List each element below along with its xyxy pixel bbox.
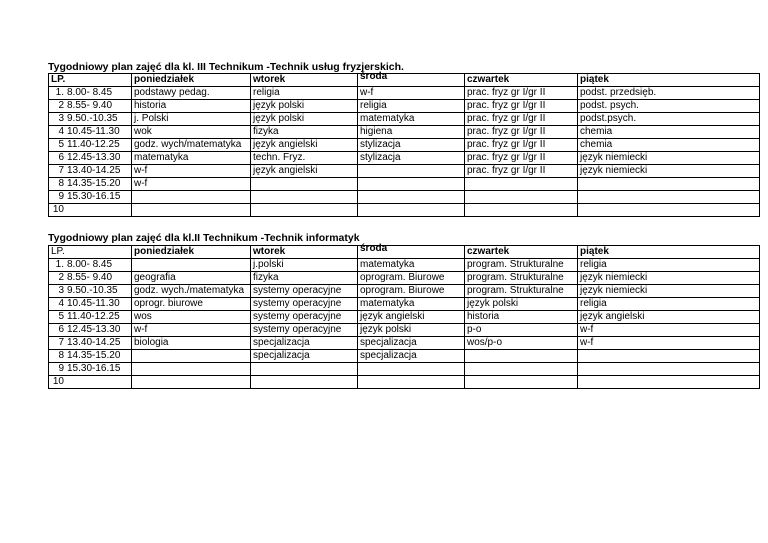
- subject-cell-thu: prac. fryz gr I/gr II: [465, 100, 578, 113]
- subject-cell-mon: [132, 259, 251, 272]
- lesson-number: 10: [52, 376, 64, 387]
- subject-cell-thu: wos/p-o: [465, 337, 578, 350]
- header-label: LP.: [51, 246, 65, 257]
- subject-cell-fri: religia: [578, 298, 760, 311]
- subject-cell-tue: język polski: [251, 100, 358, 113]
- table-row: [49, 311, 760, 324]
- table-row: [49, 259, 760, 272]
- lesson-time-cell: [49, 191, 132, 204]
- lesson-time-cell: [49, 165, 132, 178]
- subject-cell-thu: [465, 191, 578, 204]
- subject-cell-mon: oprogr. biurowe: [132, 298, 251, 311]
- subject-cell-tue: [251, 191, 358, 204]
- lesson-time: 11.40-12.25: [67, 311, 120, 322]
- lesson-number: 2: [58, 272, 64, 283]
- lesson-time: [64, 204, 67, 215]
- header-label: wtorek: [253, 74, 286, 85]
- lesson-time-cell: [49, 87, 132, 100]
- lesson-time: [64, 376, 67, 387]
- subject-cell-wed: matematyka: [358, 259, 465, 272]
- lesson-time-cell: [49, 272, 132, 285]
- subject-cell-thu: język polski: [465, 298, 578, 311]
- subject-cell-wed: oprogram. Biurowe: [358, 285, 465, 298]
- lesson-number: 5: [58, 311, 64, 322]
- lesson-number: 3: [58, 285, 64, 296]
- subject-cell-mon: j. Polski: [132, 113, 251, 126]
- subject-cell-mon: [132, 191, 251, 204]
- subject-cell-thu: prac. fryz gr I/gr II: [465, 126, 578, 139]
- lesson-number: 10: [52, 204, 64, 215]
- subject-cell-wed: [358, 178, 465, 191]
- lesson-time: 12.45-13.30: [67, 152, 121, 163]
- subject-cell-wed: [358, 165, 465, 178]
- subject-cell-mon: [132, 204, 251, 217]
- lesson-time: 10.45-11.30: [67, 126, 120, 137]
- subject-cell-fri: w-f: [578, 337, 760, 350]
- subject-cell-mon: wok: [132, 126, 251, 139]
- subject-cell-fri: [578, 204, 760, 217]
- subject-cell-thu: prac. fryz gr I/gr II: [465, 113, 578, 126]
- lesson-number: 9: [58, 191, 64, 202]
- subject-cell-tue: język angielski: [251, 165, 358, 178]
- lesson-number: 2: [58, 100, 64, 111]
- subject-cell-fri: język niemiecki: [578, 165, 760, 178]
- subject-cell-mon: geografia: [132, 272, 251, 285]
- lesson-number: 5: [58, 139, 64, 150]
- subject-cell-tue: systemy operacyjne: [251, 311, 358, 324]
- header-lp: [49, 246, 132, 259]
- table-row: [49, 113, 760, 126]
- lesson-number: 3: [58, 113, 64, 124]
- header-row: [49, 246, 760, 259]
- subject-cell-thu: [465, 204, 578, 217]
- lesson-number: 6: [58, 152, 64, 163]
- table-row: [49, 350, 760, 363]
- subject-cell-fri: podst. psych.: [578, 100, 760, 113]
- header-label: LP.: [51, 74, 66, 85]
- subject-cell-tue: religia: [251, 87, 358, 100]
- subject-cell-fri: [578, 363, 760, 376]
- subject-cell-thu: prac. fryz gr I/gr II: [465, 152, 578, 165]
- subject-cell-wed: [358, 376, 465, 389]
- subject-cell-fri: podst. przedsięb.: [578, 87, 760, 100]
- lesson-time-cell: [49, 113, 132, 126]
- lesson-time: 15.30-16.15: [67, 191, 121, 202]
- lesson-number: 6: [58, 324, 64, 335]
- lesson-time: 8.55- 9.40: [67, 100, 113, 111]
- subject-cell-wed: matematyka: [358, 298, 465, 311]
- lesson-number: 8: [58, 350, 64, 361]
- subject-cell-tue: fizyka: [251, 126, 358, 139]
- lesson-time-cell: [49, 350, 132, 363]
- subject-cell-fri: [578, 350, 760, 363]
- subject-cell-fri: chemia: [578, 126, 760, 139]
- header-thursday: [465, 74, 578, 87]
- subject-cell-fri: podst.psych.: [578, 113, 760, 126]
- subject-cell-tue: systemy operacyjne: [251, 324, 358, 337]
- header-label: piątek: [580, 246, 609, 257]
- lesson-time: 15.30-16.15: [67, 363, 121, 374]
- subject-cell-fri: język angielski: [578, 311, 760, 324]
- subject-cell-thu: historia: [465, 311, 578, 324]
- table-row: [49, 126, 760, 139]
- subject-cell-mon: w-f: [132, 165, 251, 178]
- header-monday: [132, 246, 251, 259]
- subject-cell-wed: [358, 204, 465, 217]
- schedule-1-table: [48, 73, 760, 217]
- table-row: [49, 87, 760, 100]
- table-row: [49, 376, 760, 389]
- subject-cell-mon: [132, 363, 251, 376]
- subject-cell-wed: język polski: [358, 324, 465, 337]
- lesson-time-cell: [49, 324, 132, 337]
- subject-cell-thu: p-o: [465, 324, 578, 337]
- table-row: [49, 285, 760, 298]
- lesson-time-cell: [49, 285, 132, 298]
- schedule-2-table: [48, 245, 760, 389]
- subject-cell-fri: chemia: [578, 139, 760, 152]
- subject-cell-wed: higiena: [358, 126, 465, 139]
- subject-cell-fri: [578, 178, 760, 191]
- lesson-time-cell: [49, 178, 132, 191]
- table-row: [49, 204, 760, 217]
- header-tuesday: [251, 246, 358, 259]
- table-row: [49, 191, 760, 204]
- table-row: [49, 272, 760, 285]
- lesson-number: 7: [58, 337, 64, 348]
- subject-cell-tue: systemy operacyjne: [251, 285, 358, 298]
- schedule-1-title: Tygodniowy plan zajęć dla kl. III Technikum -Technik usług fryzjerskich.: [48, 61, 404, 73]
- subject-cell-wed: [358, 363, 465, 376]
- table-row: [49, 324, 760, 337]
- subject-cell-mon: matematyka: [132, 152, 251, 165]
- subject-cell-tue: techn. Fryz.: [251, 152, 358, 165]
- subject-cell-tue: [251, 363, 358, 376]
- lesson-time-cell: [49, 152, 132, 165]
- subject-cell-mon: wos: [132, 311, 251, 324]
- header-label: poniedziałek: [134, 246, 195, 257]
- lesson-time: 8.55- 9.40: [67, 272, 113, 283]
- lesson-time-cell: [49, 337, 132, 350]
- subject-cell-mon: godz. wych/matematyka: [132, 139, 251, 152]
- subject-cell-tue: język polski: [251, 113, 358, 126]
- subject-cell-thu: program. Strukturalne: [465, 259, 578, 272]
- lesson-time-cell: [49, 298, 132, 311]
- lesson-time: 11.40-12.25: [67, 139, 120, 150]
- header-label: wtorek: [253, 246, 286, 257]
- table-row: [49, 298, 760, 311]
- subject-cell-tue: [251, 204, 358, 217]
- subject-cell-fri: [578, 376, 760, 389]
- header-friday: [578, 246, 760, 259]
- lesson-time-cell: [49, 376, 132, 389]
- subject-cell-fri: [578, 191, 760, 204]
- lesson-number: 1.: [55, 87, 64, 98]
- subject-cell-wed: stylizacja: [358, 139, 465, 152]
- lesson-time: 9.50.-10.35: [67, 285, 118, 296]
- subject-cell-wed: [358, 191, 465, 204]
- subject-cell-mon: w-f: [132, 324, 251, 337]
- table-row: [49, 165, 760, 178]
- lesson-time: 9.50.-10.35: [67, 113, 118, 124]
- header-thursday: [465, 246, 578, 259]
- subject-cell-thu: [465, 178, 578, 191]
- subject-cell-tue: systemy operacyjne: [251, 298, 358, 311]
- header-label: poniedziałek: [134, 74, 195, 85]
- lesson-number: 4: [58, 126, 64, 137]
- subject-cell-wed: religia: [358, 100, 465, 113]
- subject-cell-thu: prac. fryz gr I/gr II: [465, 165, 578, 178]
- subject-cell-thu: prac. fryz gr I/gr II: [465, 139, 578, 152]
- lesson-time: 13.40-14.25: [67, 165, 121, 176]
- table-row: [49, 337, 760, 350]
- header-label: czwartek: [467, 74, 510, 85]
- lesson-time-cell: [49, 259, 132, 272]
- lesson-time: 13.40-14.25: [67, 337, 121, 348]
- header-label: środa: [360, 71, 388, 82]
- lesson-number: 1.: [55, 259, 64, 270]
- subject-cell-wed: specjalizacja: [358, 337, 465, 350]
- header-label: środa: [360, 243, 388, 254]
- subject-cell-thu: [465, 376, 578, 389]
- subject-cell-thu: program. Strukturalne: [465, 272, 578, 285]
- lesson-time: 12.45-13.30: [67, 324, 121, 335]
- lesson-time-cell: [49, 100, 132, 113]
- subject-cell-fri: w-f: [578, 324, 760, 337]
- lesson-time-cell: [49, 311, 132, 324]
- subject-cell-wed: oprogram. Biurowe: [358, 272, 465, 285]
- table-row: [49, 100, 760, 113]
- lesson-number: 8: [58, 178, 64, 189]
- lesson-number: 9: [58, 363, 64, 374]
- subject-cell-mon: historia: [132, 100, 251, 113]
- lesson-time: 10.45-11.30: [67, 298, 120, 309]
- lesson-time-cell: [49, 139, 132, 152]
- lesson-time: 14.35-15.20: [67, 178, 121, 189]
- header-label: czwartek: [467, 246, 510, 257]
- lesson-time-cell: [49, 204, 132, 217]
- lesson-number: 7: [58, 165, 64, 176]
- subject-cell-mon: [132, 350, 251, 363]
- subject-cell-fri: język niemiecki: [578, 285, 760, 298]
- subject-cell-tue: [251, 376, 358, 389]
- lesson-time: 8.00- 8.45: [67, 87, 113, 98]
- subject-cell-thu: program. Strukturalne: [465, 285, 578, 298]
- subject-cell-tue: [251, 178, 358, 191]
- header-friday: [578, 74, 760, 87]
- header-wednesday: [358, 243, 465, 259]
- header-label: piątek: [580, 74, 609, 85]
- header-row: [49, 74, 760, 87]
- subject-cell-fri: religia: [578, 259, 760, 272]
- subject-cell-tue: j.polski: [251, 259, 358, 272]
- table-row: [49, 139, 760, 152]
- subject-cell-fri: język niemiecki: [578, 152, 760, 165]
- header-wednesday: [358, 71, 465, 87]
- subject-cell-thu: prac. fryz gr I/gr II: [465, 87, 578, 100]
- table-row: [49, 178, 760, 191]
- subject-cell-wed: w-f: [358, 87, 465, 100]
- subject-cell-wed: język angielski: [358, 311, 465, 324]
- subject-cell-mon: w-f: [132, 178, 251, 191]
- lesson-number: 4: [58, 298, 64, 309]
- header-monday: [132, 74, 251, 87]
- subject-cell-wed: stylizacja: [358, 152, 465, 165]
- subject-cell-fri: język niemiecki: [578, 272, 760, 285]
- lesson-time-cell: [49, 126, 132, 139]
- table-row: [49, 152, 760, 165]
- header-tuesday: [251, 74, 358, 87]
- table-row: [49, 363, 760, 376]
- subject-cell-wed: specjalizacja: [358, 350, 465, 363]
- subject-cell-thu: [465, 363, 578, 376]
- schedule-2-title: Tygodniowy plan zajęć dla kl.II Technikum -Technik informatyk: [48, 232, 360, 244]
- subject-cell-thu: [465, 350, 578, 363]
- subject-cell-tue: specjalizacja: [251, 337, 358, 350]
- subject-cell-mon: godz. wych./matematyka: [132, 285, 251, 298]
- lesson-time-cell: [49, 363, 132, 376]
- header-lp: [49, 74, 132, 87]
- subject-cell-wed: matematyka: [358, 113, 465, 126]
- subject-cell-mon: podstawy pedag.: [132, 87, 251, 100]
- lesson-time: 14.35-15.20: [67, 350, 121, 361]
- subject-cell-tue: specjalizacja: [251, 350, 358, 363]
- subject-cell-tue: fizyka: [251, 272, 358, 285]
- subject-cell-mon: biologia: [132, 337, 251, 350]
- subject-cell-mon: [132, 376, 251, 389]
- subject-cell-tue: język angielski: [251, 139, 358, 152]
- lesson-time: 8.00- 8.45: [67, 259, 113, 270]
